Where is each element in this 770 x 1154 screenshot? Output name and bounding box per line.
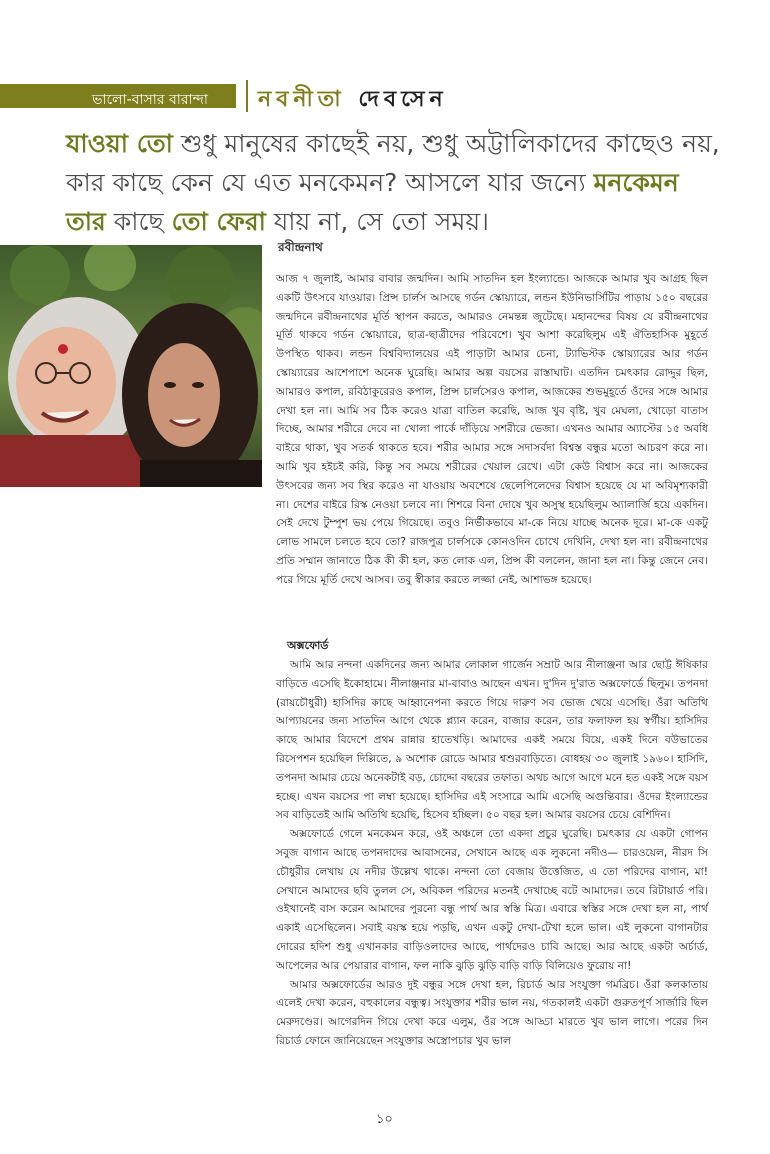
author-photo [0,245,262,487]
article-paragraph: আজ ৭ জুলাই, আমার বাবার জন্মদিন। আমি সাতদিন হল ইংল্যান্ডে। আজকে আমার খুব আগ্রহ ছিল একটি উৎসবে যাওয়ার। প্রিন্স চার্লস আসছে গর্ডন স্কোয়্যারে, লন্ডন ইউনিভার্সিটির পাড়ায় ১৫০ বছরের জন্মদিনে রবীন্দ্রনাথের মূর্তি স্থাপন করতে, আমারও নেমন্তন্ন জুটেছে। মহানন্দের বিষয় যে রবীন্দ্রনাথের মূর্তি থাকবে গর্ডন স্কোয়্যারে, ছাত্র-ছাত্রীদের পরিবেশে। খুব আশা করেছিলুম এই ঐতিহাসিক মুহূর্তে উপস্থিত থাকব। লন্ডন বিশ্ববিদ্যালয়ের এই পাড়াটা আমার চেনা, ট্যাভিস্টক স্কোয়্যারের আর গর্ডন স্কোয়্যারের আশেপাশে অনেক ঘুরেছি। আমার অল্প বয়সের রাস্তাঘাট। এতদিন চমৎকার রোদ্দুর ছিল, আমারও কপাল, রবিঠাকুরেরও কপাল, প্রিন্স চার্লসেরও কপাল, আজকের শুভমুহূর্তে ওঁদের সঙ্গে আমার দেখা হল না। আমি সব ঠিক করেও যাত্রা বাতিল করেছি, আজ খুব বৃষ্টি, খুব মেঘলা, খোড়ো বাতাস দিচ্ছে, আমার শরীরে দেবে না খোলা পার্কে দাঁড়িয়ে সশরীরে ভেজা। এখনও আমার অ্যাস্টের ১৫ অবধি বাইরে থাকা, খুব সতর্ক থাকতে হবে। শরীর আমার সঙ্গে সদাসর্বদা বিশ্বস্ত বন্ধুর মতো আচরণ করে না। আমি খুব হইচই করি, কিন্তু সব সময়ে শরীরের খেয়াল রেখে। এটা কেউ বিশ্বাস করে না। আজকের উৎসবের জন্য সব স্থির করেও না যাওয়ায় অবশেষে ছেলেপিলেদের বিশ্বাস হয়েছে যে মা অবিমৃশ্যকারী না। দেশের বাইরে রিস্ক নেওয়া চলবে না। শিশরে বিনা দোষে খুব অসুস্থ হয়েছিলুম অ্যালার্জি হয়ে একদিন। সেই দেখে টুম্পুশ ভয় পেয়ে গিয়েছে। তবুও নির্ভীকভাবে মা-কে নিয়ে যাচ্ছে অনেক দূরে। মা-কে একটু লোভ সামলে চলতে হবে তো? রাজপুত্র চার্লসকে কোনওদিন চোখে দেখিনি, দেখা হল না। রবীন্দ্রনাথের প্রতি সম্মান জানাতে ঠিক কী কী হল, কত লোক এল, প্রিন্স কী বললেন, জানা হল না। কিন্তু জেনে নেব। পরে গিয়ে মূর্তি দেখে আসব। তবু স্বীকার করতে লজ্জা নেই, আশাভঙ্গ হয়েছে। [276,273,708,586]
article-paragraph: আমি আর নন্দনা একদিনের জন্য আমার লোকাল গার্জেন সম্রাট আর নীলাঞ্জনা আর ছোট্ট ঈষিকার বাড়িতে এসেছি ইকোহামে। নীলাঞ্জনার মা-বাবাও আছেন এখন। দু'দিন দু'রাত অক্সফোর্ডে ছিলুম। তপনদা (রায়চৌধুরী) হাসিদির কাছে আহ্বানেপনা করতে গিয়ে দারুণ সব ভোজ খেয়ে এসেছি। ওঁরা অতিথি আপ্যায়নের জন্য সাতদিন আগে থেকে প্ল্যান করেন, বাজার করেন, তার ফলাফল হয় স্বর্গীয়। হাসিদির কাছে আমার বিদেশে প্রথম রান্নার হাতেখড়ি। আমাদের একই সময়ে বিয়ে, একই দিনে বউভাতের রিসেপশন হয়েছিল দিল্লিতে, ৯ অশোক রোডে আমার শ্বশুরবাড়িতে। বোধহয় ৩০ জুলাই ১৯৬০। হাসিদি, তপনদা আমার চেয়ে অনেকটাই বড়, চোদ্দো বছরের তফাত। অথচ আগে আগে মনে হত একই সঙ্গে বয়স হচ্ছে। এখন বয়সের পা লম্বা হয়েছে। হাসিদির এই সংসারে আমি এসেছি অগুন্তিবার। ওঁদের ইংল্যান্ডের সব বাড়িতেই আমি অতিথি হয়েছি, হিসেব হচ্ছিল। ৫০ বছর হল। আমার বয়সের চেয়ে বেশিদিন। [276,659,708,822]
article-paragraph: আমার অক্সফোর্ডের আরও দুই বন্ধুর সঙ্গে দেখা হল, রিচার্ড আর সংযুক্তা গমব্রিচ। ওঁরা কলকাতায় এলেই দেখা করেন, বহুকালের বন্ধুত্ব। সংযুক্তার শরীর ভাল নয়, গতকালই একটা গুরুতপূর্ণ সার্জারি ছিল মেরুদণ্ডের। আগেরদিন গিয়ে দেখা করে এলুম, ওঁর সঙ্গে আড্ডা মারতে খুব ভাল লাগে। পরের দিন রিচার্ড ফোনে জানিয়েছেন সংযুক্তার অস্ত্রোপচার খুব ভাল [276,978,708,1047]
quote-segment: কাছে [105,207,172,236]
page-number: ১০ [376,1112,393,1127]
pull-quote [66,124,726,241]
photo-two-women-icon [0,245,262,487]
quote-segment: যাওয়া তো [66,129,173,158]
author-first-name: নবনীতা [258,87,346,112]
column-name: ভালো-বাসার বারান্দা [92,92,208,108]
quote-attribution: রবীন্দ্রনাথ [278,240,323,254]
author-last-name: দেবসেন [358,87,448,112]
quote-segment: যায় না, সে তো সময়। [265,207,489,236]
author-name [258,82,448,119]
section-heading: অক্সফোর্ড [287,639,329,652]
header-divider [246,80,248,112]
article-section [276,656,708,1051]
quote-segment: তো ফেরা [171,207,266,236]
article-paragraph: অক্সফোর্ডে গেলে মনকেমন করে, ওই অঞ্চলে তো একদা প্রচুর ঘুরেছি। চমৎকার যে একটা গোপন সবুজ বাগান আছে তপনদাদের আবাসনের, সেখানে আছে এক লুকনো নদীও— চারওয়েল, নীরদ সি চৌধুরীর লেখায় যে নদীর উল্লেখ থাকে। নন্দনা তো বেজায় উত্তেজিত, এ তো পরিদের বাগান, মা! সেখানে আমাদের ছবি তুলল সে, অবিকল পরিদের মতনই দেখাচ্ছে বটে আমাদের। তবে রিটায়ার্ড পরি। ওইখানেই বাস করেন আমাদের পুরনো বন্ধু পার্থ আর স্বস্তি মিত্র। এবারে স্বস্তির সঙ্গে দেখা হল না, পার্থ একাই এসেছিলেন। সবাই বয়স্ক হয়ে পড়ছি, এখন একটু দেখা-টেখা হলে ভাল। এই লুকনো বাগানটার দোরের হদিশ শুধু এখানকার বাড়িওলাদের আছে, পার্থদেরও চাবি আছে। আর আছে একটা অর্চার্ড, আপেলের আর পেয়ারার বাগান, ফল নাকি ঝুড়ি ঝুড়ি বাড়ি বাড়ি বিলিয়েও ফুরোয় না! [276,828,708,972]
quote-segment: মনকেমন তার [66,168,679,236]
quote-segment: শুধু মানুষের কাছেই নয়, শুধু অট্টালিকাদের কাছেও নয়, কার কাছে কেন যে এত মনকেমন? আসলে যার জন্যে [66,129,720,197]
